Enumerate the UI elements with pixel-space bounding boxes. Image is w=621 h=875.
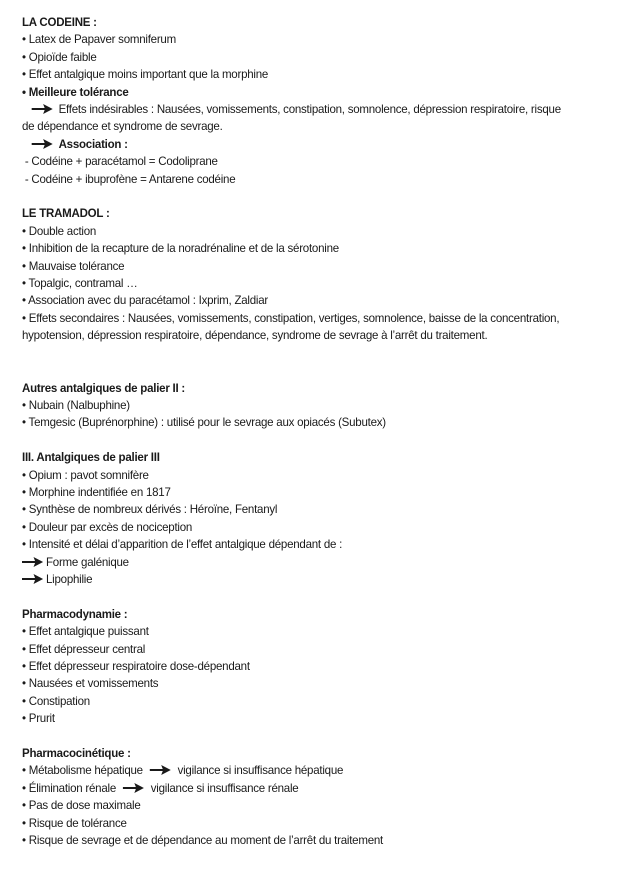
- list-item: • Morphine indentifiée en 1817: [22, 484, 171, 499]
- list-item: [22, 780, 579, 797]
- list-item: • Douleur par excès de nociception: [22, 519, 193, 534]
- association-line: [22, 136, 579, 153]
- arrow-item: [22, 554, 579, 571]
- list-item: • Intensité et délai d’apparition de l’effet antalgique dépendant de :: [22, 537, 343, 552]
- palier3-heading: III. Antalgiques de palier III: [22, 450, 160, 465]
- arrow-item: [22, 571, 579, 588]
- pharmacodynamie-heading: Pharmacodynamie :: [22, 606, 128, 621]
- document-page: [22, 14, 579, 849]
- list-item-continuation: hypotension, dépression respiratoire, dépendance, syndrome de sevrage à l’arrêt du traitement.: [22, 328, 488, 343]
- right-arrow-icon: [123, 783, 144, 793]
- pharmacocinetique-heading: Pharmacocinétique :: [22, 745, 131, 760]
- list-item: • Effet antalgique puissant: [22, 624, 149, 639]
- right-arrow-icon: [150, 765, 171, 775]
- elimination-text: • Élimination rénale: [22, 780, 117, 795]
- right-arrow-icon: [32, 104, 53, 114]
- side-effects-line: [22, 101, 579, 118]
- autres-heading: Autres antalgiques de palier II :: [22, 380, 186, 395]
- list-item: • Effet dépresseur respiratoire dose-dépendant: [22, 658, 250, 673]
- list-item: • Double action: [22, 223, 97, 238]
- list-item: • Nausées et vomissements: [22, 676, 159, 691]
- codeine-heading: LA CODEINE :: [22, 15, 97, 29]
- elimination-vigilance: vigilance si insuffisance rénale: [150, 780, 299, 795]
- list-item: • Prurit: [22, 711, 55, 726]
- list-item: • Risque de sevrage et de dépendance au moment de l’arrêt du traitement: [22, 833, 383, 848]
- side-effects-text: Effets indésirables : Nausées, vomissements, constipation, somnolence, dépression respiratoire, risque: [58, 102, 561, 117]
- metabolism-text: • Métabolisme hépatique: [22, 763, 143, 778]
- list-item: - Codéine + paracétamol = Codoliprane: [24, 154, 218, 169]
- list-item: - Codéine + ibuprofène = Antarene codéine: [24, 171, 236, 186]
- tramadol-heading: LE TRAMADOL :: [22, 206, 110, 221]
- list-item: • Temgesic (Buprénorphine) : utilisé pour le sevrage aux opiacés (Subutex): [22, 415, 386, 430]
- list-item: [22, 762, 579, 779]
- list-item: • Opium : pavot somnifère: [22, 467, 149, 482]
- list-item: • Inhibition de la recapture de la noradrénaline et de la sérotonine: [22, 241, 339, 256]
- list-item: • Constipation: [22, 693, 90, 708]
- right-arrow-icon: [22, 574, 43, 584]
- list-item: • Latex de Papaver somniferum: [22, 32, 176, 47]
- list-item: • Effets secondaires : Nausées, vomissements, constipation, vertiges, somnolence, baisse de la concentration,: [22, 310, 560, 325]
- list-item-bold: • Meilleure tolérance: [22, 84, 129, 99]
- right-arrow-icon: [32, 139, 53, 149]
- metabolism-vigilance: vigilance si insuffisance hépatique: [177, 763, 344, 778]
- list-item: • Nubain (Nalbuphine): [22, 397, 130, 412]
- list-item: • Opioïde faible: [22, 49, 97, 64]
- arrow-item-text: Forme galénique: [46, 554, 129, 569]
- list-item: • Topalgic, contramal …: [22, 276, 138, 291]
- list-item: • Pas de dose maximale: [22, 798, 141, 813]
- arrow-item-text: Lipophilie: [46, 571, 93, 586]
- right-arrow-icon: [22, 557, 43, 567]
- list-item: • Synthèse de nombreux dérivés : Héroïne, Fentanyl: [22, 502, 278, 517]
- list-item: • Effet antalgique moins important que la morphine: [22, 67, 269, 82]
- list-item: • Effet dépresseur central: [22, 641, 146, 656]
- association-label: Association :: [58, 136, 128, 151]
- list-item: • Association avec du paracétamol : Ixprim, Zaldiar: [22, 293, 268, 308]
- side-effects-continuation: de dépendance et syndrome de sevrage.: [22, 119, 223, 134]
- list-item: • Risque de tolérance: [22, 815, 127, 830]
- list-item: • Mauvaise tolérance: [22, 258, 125, 273]
